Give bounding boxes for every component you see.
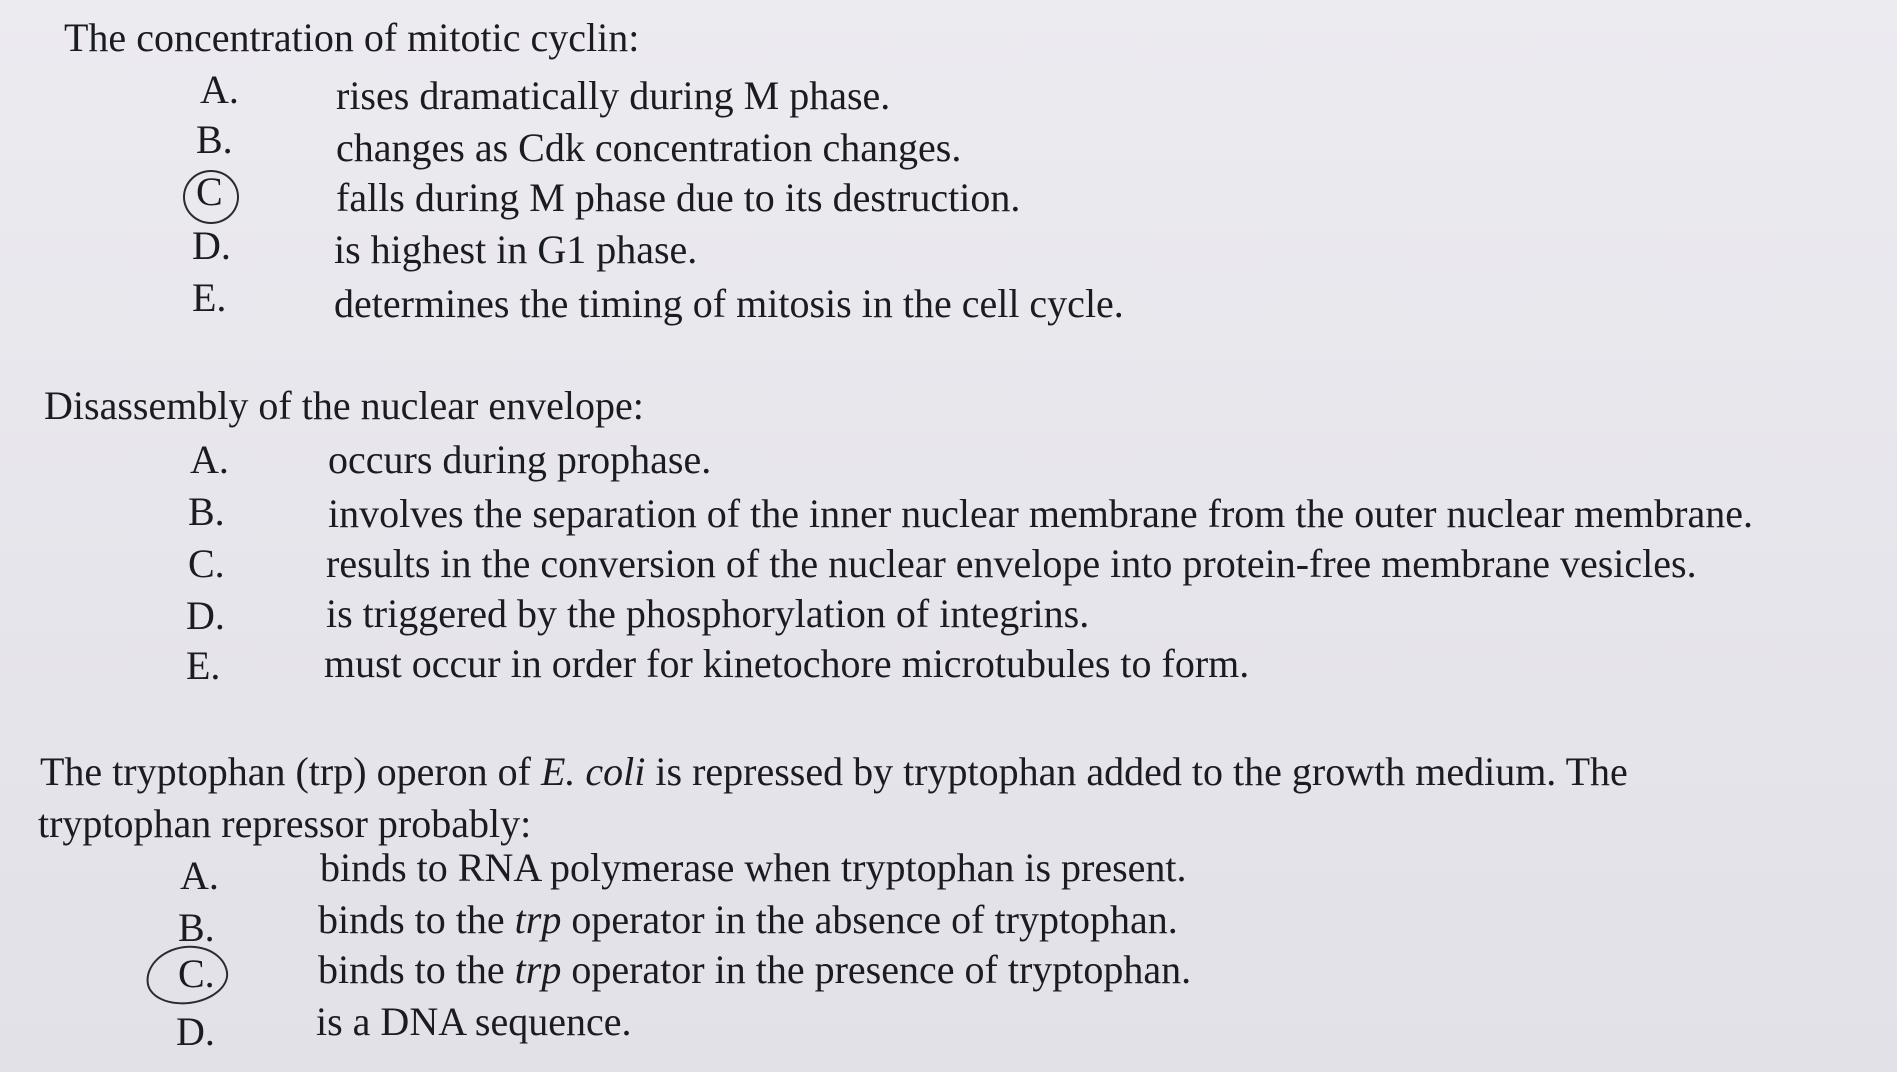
q2-option-e-text: must occur in order for kinetochore microtubules to form. [324, 641, 1250, 686]
question-1-stem: The concentration of mitotic cyclin: [64, 15, 640, 60]
question-3-stem-line-1 [40, 748, 1628, 796]
q3-stem-part-1: The tryptophan (trp) operon of [40, 749, 541, 794]
q2-option-b-text: involves the separation of the inner nuclear membrane from the outer nuclear membrane. [328, 491, 1753, 536]
q1-option-d-letter: D. [192, 223, 231, 268]
q3-option-b-text-1: binds to the [318, 897, 515, 942]
q2-option-d-text: is triggered by the phosphorylation of integrins. [326, 591, 1090, 636]
q3-stem-part-2: is repressed by tryptophan added to the growth medium. The [645, 749, 1628, 794]
q3-option-c-text [318, 946, 1191, 994]
question-2-stem: Disassembly of the nuclear envelope: [44, 383, 644, 428]
q1-option-a-text: rises dramatically during M phase. [336, 73, 891, 118]
q2-option-d-letter: D. [186, 593, 225, 638]
q1-option-b-letter: B. [196, 117, 233, 162]
q2-option-a-text: occurs during prophase. [328, 437, 712, 482]
q3-option-c-text-1: binds to the [318, 947, 515, 992]
q3-option-b-text-2: operator in the absence of tryptophan. [561, 897, 1178, 942]
q3-option-b-text [318, 896, 1178, 944]
q2-option-b-letter: B. [188, 489, 225, 534]
q1-option-d-text: is highest in G1 phase. [334, 227, 698, 272]
q1-option-a-letter: A. [200, 67, 239, 112]
q2-option-c-text: results in the conversion of the nuclear envelope into protein-free membrane vesicles. [326, 541, 1697, 586]
q3-option-a-letter: A. [180, 853, 219, 898]
q3-option-c-letter: C. [178, 951, 215, 996]
q3-stem-organism: E. coli [540, 749, 646, 794]
q2-option-a-letter: A. [190, 437, 229, 482]
q3-option-a-text: binds to RNA polymerase when tryptophan is present. [320, 845, 1187, 890]
question-3-stem-line-2: tryptophan repressor probably: [38, 801, 532, 846]
q1-option-c-letter: C [196, 169, 223, 214]
q3-option-c-text-2: operator in the presence of tryptophan. [561, 947, 1192, 992]
q3-option-d-text: is a DNA sequence. [316, 999, 632, 1044]
q3-option-c-gene: trp [514, 947, 562, 992]
q1-option-b-text: changes as Cdk concentration changes. [336, 125, 962, 170]
q2-option-c-letter: C. [188, 541, 225, 586]
q1-option-e-letter: E. [192, 275, 227, 320]
q3-option-b-letter: B. [178, 905, 215, 950]
q1-option-c-text: falls during M phase due to its destruction. [336, 175, 1021, 220]
q2-option-e-letter: E. [186, 643, 221, 688]
q3-option-b-gene: trp [514, 897, 562, 942]
q1-option-e-text: determines the timing of mitosis in the cell cycle. [334, 281, 1124, 326]
q3-option-d-letter: D. [176, 1009, 215, 1054]
